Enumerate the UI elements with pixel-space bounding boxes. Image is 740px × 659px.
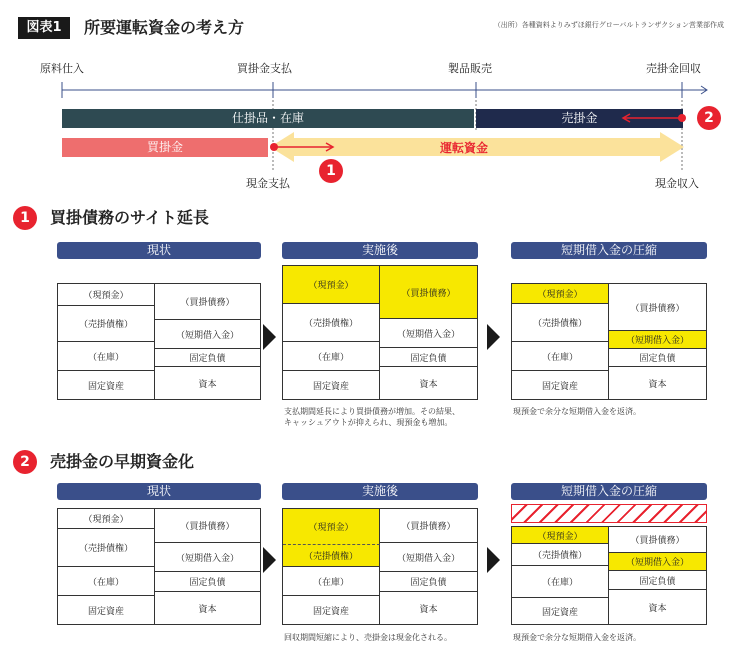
bs-equity: 資本 [419, 379, 438, 390]
bs-short-loan: （短期借入金） [380, 319, 477, 348]
bs-receivable: （売掛債権） [512, 304, 609, 342]
bs-fixed-liabilities: 固定負債 [609, 571, 706, 590]
bs-inventory: （在庫） [512, 342, 609, 371]
bs-equity: 資本 [648, 379, 667, 390]
section-2-badge: 2 [13, 450, 37, 474]
section-1-header-loan-reduction: 短期借入金の圧縮 [511, 242, 707, 259]
bs-inventory: （在庫） [283, 342, 380, 371]
section-2-header-current: 現状 [57, 483, 261, 500]
bs-inventory: （在庫） [283, 567, 380, 596]
timeline-badge-2: 2 [697, 106, 721, 130]
timeline-point-raw-purchase: 原料仕入 [40, 62, 84, 75]
receivable-bar: 売掛金 [476, 109, 683, 128]
section-1-badge: 1 [13, 206, 37, 230]
bs-cash: （現預金） [512, 284, 609, 304]
section-1-arrow-1 [263, 324, 276, 350]
section-2-arrow-2 [487, 547, 500, 573]
bs-fixed-assets: 固定資産 [58, 371, 155, 399]
bs-fixed-liabilities: 固定負債 [380, 572, 477, 592]
bs-payable: （買掛債務） [609, 527, 706, 553]
bs-equity: 資本 [198, 379, 217, 390]
reduced-balance-hatch [511, 504, 707, 523]
bs-fixed-assets: 固定資産 [283, 596, 380, 624]
cash-receipt-label: 現金収入 [655, 177, 699, 190]
section-1-note-loan: 現預金で余分な短期借入金を返済。 [513, 407, 641, 416]
bs-fixed-liabilities: 固定負債 [155, 572, 260, 592]
bs-fixed-assets: 固定資産 [512, 598, 609, 624]
section-1-header-after: 実施後 [282, 242, 478, 259]
section-2-note-after: 回収期間短縮により、売掛金は現金化される。 [284, 633, 452, 642]
section-1-arrow-2 [487, 324, 500, 350]
bs-receivable: （売掛債権） [512, 544, 609, 566]
working-capital-arrow [0, 0, 740, 200]
bs-fixed-assets: 固定資産 [283, 371, 380, 399]
bs-fixed-liabilities: 固定負債 [155, 349, 260, 367]
bs-inventory: （在庫） [512, 566, 609, 598]
bs-fixed-liabilities: 固定負債 [380, 348, 477, 367]
section-1-note-after: 支払期間延長により買掛債務が増加。その結果、 キャッシュアウトが抑えられ、現預金も増加。 [284, 407, 460, 427]
balance-sheet-s1-loan-reduction [511, 283, 707, 400]
bs-payable: （買掛債務） [155, 509, 260, 543]
bs-payable: （買掛債務） [380, 266, 477, 319]
section-2-note-loan: 現預金で余分な短期借入金を返済。 [513, 633, 641, 642]
section-2-arrow-1 [263, 547, 276, 573]
bs-equity: 資本 [419, 604, 438, 615]
bs-receivable: （売掛債権） [58, 529, 155, 567]
timeline-point-payable-payment: 買掛金支払 [237, 62, 292, 75]
figure-title: 所要運転資金の考え方 [84, 18, 245, 37]
bs-fixed-assets: 固定資産 [512, 371, 609, 399]
bs-short-loan: （短期借入金） [380, 543, 477, 572]
bs-short-loan: （短期借入金） [609, 553, 706, 571]
bs-inventory: （在庫） [58, 567, 155, 596]
section-1-title: 買掛債務のサイト延長 [50, 208, 209, 227]
bs-short-loan: （短期借入金） [609, 331, 706, 349]
section-2-header-after: 実施後 [282, 483, 478, 500]
bs-cash: （現預金） [58, 509, 155, 529]
balance-sheet-s2-loan-reduction [511, 526, 707, 625]
inventory-bar: 仕掛品・在庫 [62, 109, 474, 128]
bs-equity: 資本 [198, 604, 217, 615]
bs-payable: （買掛債務） [380, 509, 477, 543]
bs-receivable: （売掛債権） [283, 544, 380, 567]
payable-bar: 買掛金 [62, 138, 268, 157]
balance-sheet-s2-after [282, 508, 478, 625]
bs-payable: （買掛債務） [155, 284, 260, 320]
bs-receivable: （売掛債権） [283, 304, 380, 342]
bs-cash: （現預金） [283, 509, 380, 544]
bs-equity: 資本 [648, 603, 667, 614]
balance-sheet-s1-after [282, 265, 478, 400]
section-2-header-loan-reduction: 短期借入金の圧縮 [511, 483, 707, 500]
bs-inventory: （在庫） [58, 342, 155, 371]
timeline-badge-1: 1 [319, 159, 343, 183]
bs-fixed-assets: 固定資産 [58, 596, 155, 624]
bs-cash: （現預金） [512, 527, 609, 544]
bs-short-loan: （短期借入金） [155, 543, 260, 572]
section-1-header-current: 現状 [57, 242, 261, 259]
bs-receivable: （売掛債権） [58, 306, 155, 342]
figure-label: 図表1 [18, 17, 70, 39]
timeline-point-product-sale: 製品販売 [448, 62, 492, 75]
cash-payment-label: 現金支払 [246, 177, 290, 190]
bs-cash: （現預金） [58, 284, 155, 306]
timeline-point-receivable-collection: 売掛金回収 [646, 62, 701, 75]
bs-cash: （現預金） [283, 266, 380, 304]
balance-sheet-s2-current [57, 508, 261, 625]
working-capital-label: 運転資金 [440, 141, 489, 155]
bs-short-loan: （短期借入金） [155, 320, 260, 349]
bs-payable: （買掛債務） [609, 284, 706, 331]
bs-fixed-liabilities: 固定負債 [609, 349, 706, 367]
section-2-title: 売掛金の早期資金化 [50, 452, 195, 471]
source-note: （出所）各種資料よりみずほ銀行グローバルトランザクション営業部作成 [493, 21, 724, 29]
balance-sheet-s1-current [57, 283, 261, 400]
